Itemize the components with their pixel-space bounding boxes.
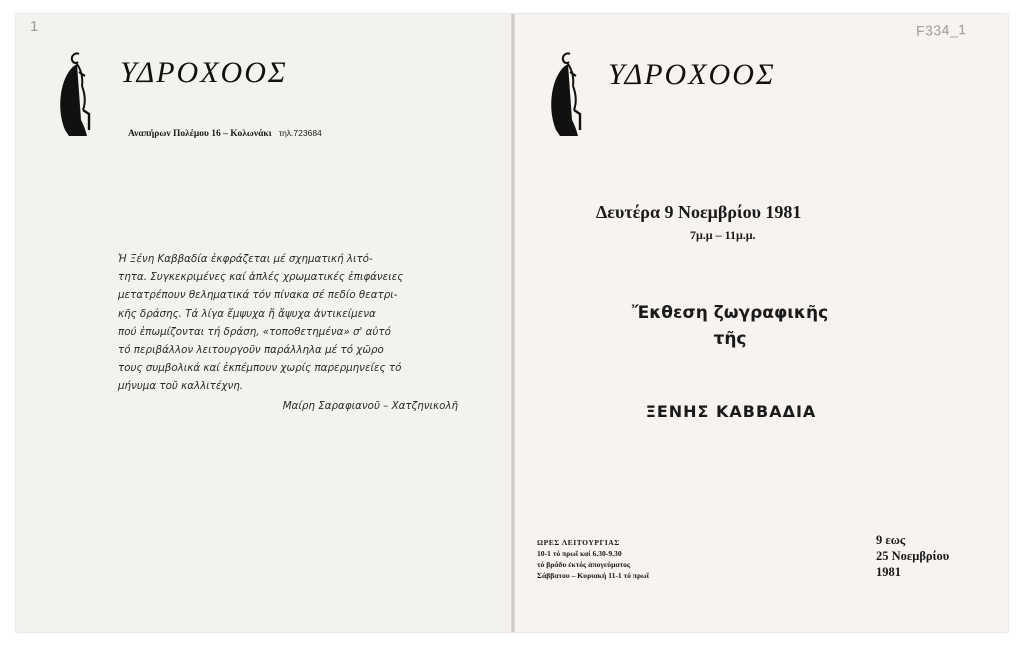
gallery-name: ΥΔΡΟΧΟΟΣ (120, 56, 288, 89)
center-fold (511, 14, 515, 632)
quote-line: κῆς δράσης. Τά λίγα ἔμψυχα ἤ ἄψυχα ἀντικείμενα (118, 307, 376, 320)
gallery-logo-icon (546, 50, 586, 138)
page-number-mark: 1 (30, 18, 39, 35)
opening-hours (537, 537, 737, 581)
opening-hours-line: τό βράδυ ἐκτός ἀπογεύματος (537, 560, 631, 569)
gallery-logo-icon (55, 50, 95, 138)
opening-hours-line: Σάββατου – Κυριακή 11-1 τό πρωΐ (537, 571, 649, 580)
dates-line: 1981 (876, 565, 901, 579)
quote-author: Μαίρη Σαραφιανοῦ – Χατζηνικολῆ (282, 400, 458, 412)
quote-line: τό περιβάλλον λειτουργοῦν παράλληλα μέ τό χῶρο (118, 344, 384, 357)
quote-line: Ἡ Ξένη Καββαδία ἐκφράζεται μέ σχηματική λιτό- (118, 253, 373, 265)
event-date: Δευτέρα 9 Νοεμβρίου 1981 (596, 202, 802, 222)
exhibition-dates (876, 532, 976, 580)
quote-line: μήνυμα τοῦ καλλιτέχνη. (118, 380, 244, 393)
dates-line: 25 Νοεμβρίου (876, 549, 950, 563)
quote-line: τους συμβολικά καί ἐκπέμπουν χωρίς παρερμηνείες τό (118, 362, 402, 375)
address-text: Αναπήρων Πολέμου 16 – Κολωνάκι (128, 129, 272, 139)
archive-code-mark: F334_1 (915, 21, 967, 39)
opening-hours-title: ΩΡΕΣ ΛΕΙΤΟΥΡΓΙΑΣ (537, 538, 620, 547)
quote-line: πού ἐπωμίζονται τή δράση, «τοποθετημένα» σ' αὐτό (118, 325, 391, 338)
critic-quote (118, 250, 458, 412)
quote-line: μετατρέπουν θεληματικά τόν πίνακα σέ πεδίο θεατρι- (118, 289, 398, 302)
exhibition-title-line: Ἔκθεση ζωγραφικῆς (631, 303, 829, 323)
exhibition-title-line: τῆς (713, 329, 747, 349)
dates-line: 9 εως (876, 533, 906, 547)
phone-number: τηλ.723684 (278, 128, 322, 138)
event-time: 7μ.μ – 11μ.μ. (690, 228, 756, 242)
artist-name: ΞΕΝΗΣ ΚΑΒΒΑΔΙΑ (645, 402, 817, 421)
opening-hours-line: 10-1 τό πρωΐ καί 6.30-9.30 (537, 549, 622, 558)
exhibition-title (600, 300, 860, 352)
quote-line: τητα. Συγκεκριμένες καί ἁπλές χρωματικές ἐπιφάνειες (118, 271, 404, 284)
gallery-name: ΥΔΡΟΧΟΟΣ (608, 58, 776, 91)
gallery-address (128, 128, 322, 139)
